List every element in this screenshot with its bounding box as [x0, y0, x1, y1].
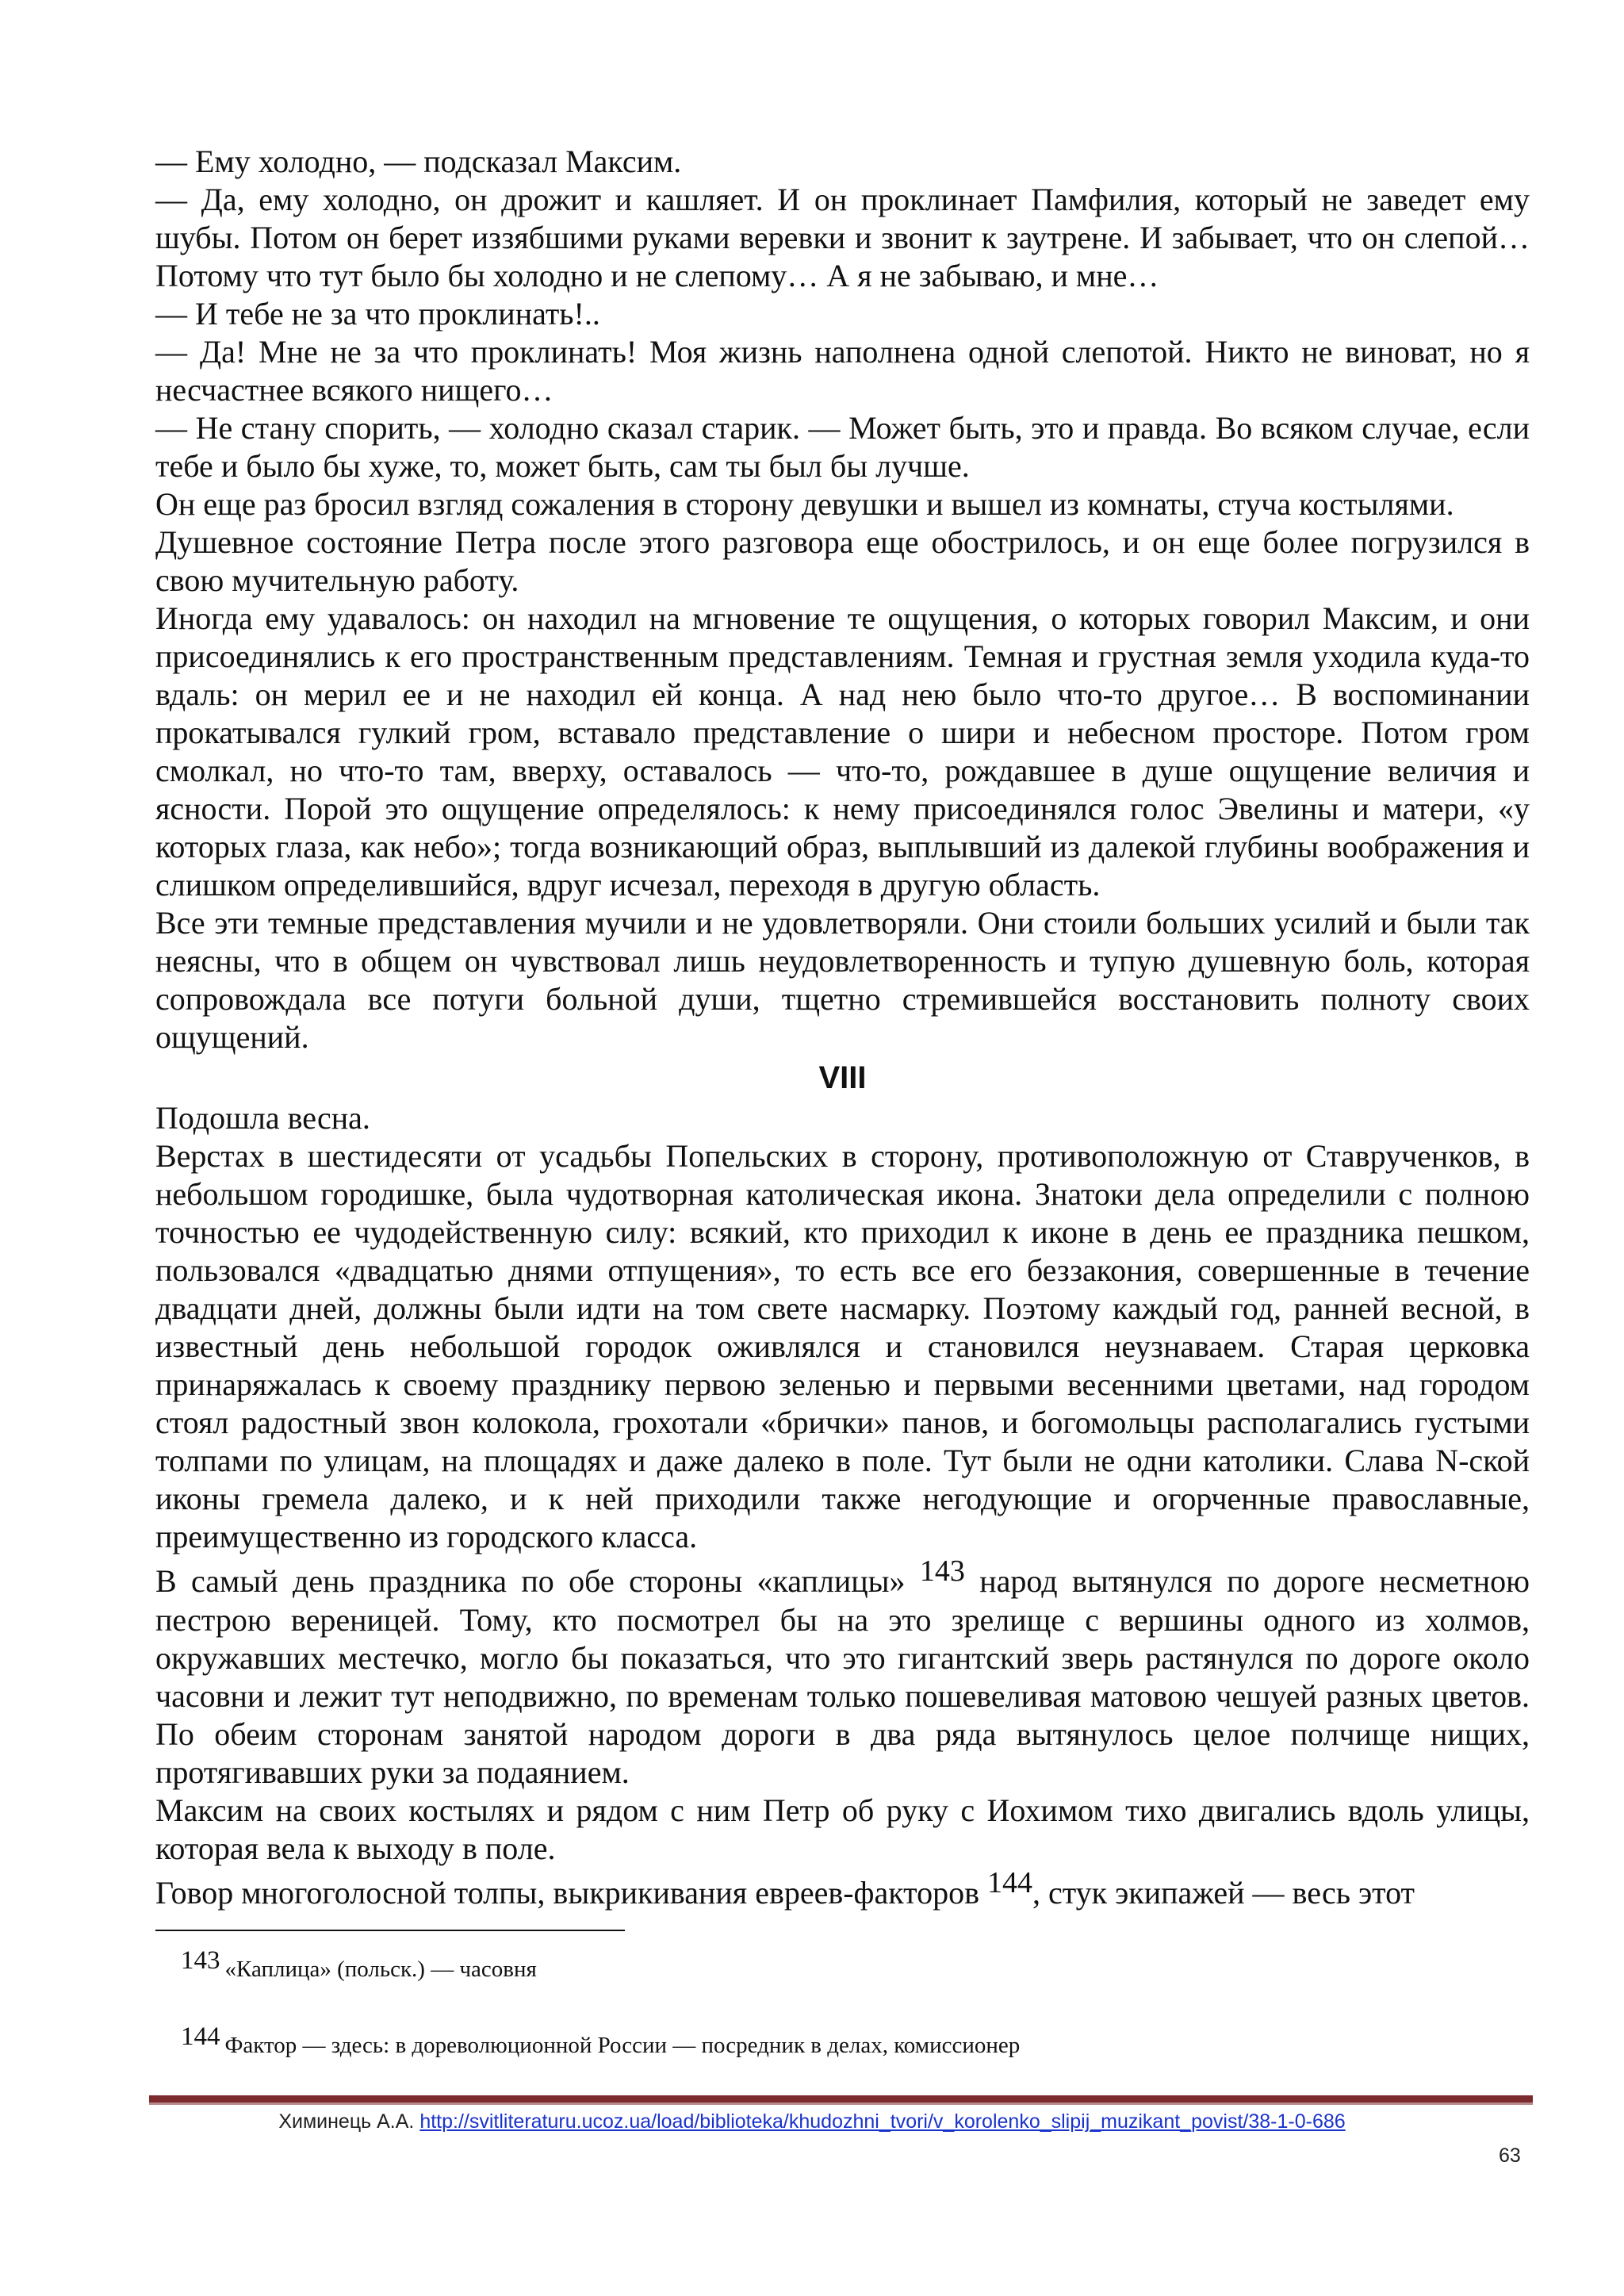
paragraph-text: В самый день праздника по обе стороны «каплицы»	[155, 1563, 920, 1599]
paragraph-text: народ вытянулся по дороге несметною пестрою вереницей. Тому, кто посмотрел бы на это зрелище с вершины одного из холмов, окружавших местечко, могло бы показаться, что это гигантский зверь растянулся по дороге около часовни и лежит тут неподвижно, по временам только пошевеливая матовою чешуей разных цветов. По обеим сторонам занятой народом дороги в два ряда вытянулось целое полчище нищих, протягивавших руки за подаянием.	[155, 1563, 1530, 1790]
paragraph: — Да! Мне не за что проклинать! Моя жизнь наполнена одной слепотой. Никто не виноват, но я несчастнее всякого нищего…	[155, 334, 1530, 408]
page-number: 63	[1499, 2145, 1521, 2167]
paragraph-govor	[155, 1866, 1530, 1913]
page-footer	[0, 2110, 1624, 2133]
paragraph: — И тебе не за что проклинать!..	[155, 296, 600, 332]
body-text	[155, 143, 1530, 1913]
paragraph: — Не стану спорить, — холодно сказал старик. — Может быть, это и правда. Во всяком случае, если тебе и было бы хуже, то, может быть, сам ты был бы лучше.	[155, 410, 1530, 484]
paragraph-text: , стук экипажей — весь этот	[1032, 1875, 1415, 1911]
source-link[interactable]: http://svitliteraturu.ucoz.ua/load/biblioteka/khudozhni_tvori/v_korolenko_slipij_muzikant_povist/38-1-0-686	[419, 2110, 1346, 2133]
footnote-ref-144[interactable]: 144	[986, 1866, 1032, 1899]
footnote-143	[181, 1946, 537, 1984]
paragraph: Подошла весна.	[155, 1100, 370, 1136]
paragraph: Душевное состояние Петра после этого разговора еще обострилось, и он еще более погрузился в свою мучительную работу.	[155, 524, 1530, 598]
chapter-heading: VIII	[818, 1060, 867, 1095]
footnote-divider	[155, 1930, 625, 1931]
paragraph-text: Говор многоголосной толпы, выкрикивания евреев-факторов	[155, 1875, 987, 1911]
footer-divider	[149, 2095, 1533, 2102]
footer-author: Химинець А.А.	[278, 2110, 415, 2133]
paragraph: — Да, ему холодно, он дрожит и кашляет. И он проклинает Памфилия, который не заведет ему шубы. Потом он берет иззябшими руками веревки и звонит к заутрене. И забывает, что он слепой… Потому что тут было бы холодно и не слепому… А я не забываю, и мне…	[155, 182, 1530, 293]
paragraph: Он еще раз бросил взгляд сожаления в сторону девушки и вышел из комнаты, стуча костылями.	[155, 486, 1454, 522]
paragraph: Все эти темные представления мучили и не удовлетворяли. Они стоили больших усилий и были так неясны, что в общем он чувствовал лишь неудовлетворенность и тупую душевную боль, которая сопровождала все потуги больной души, тщетно стремившейся восстановить полноту своих ощущений.	[155, 905, 1530, 1055]
footnote-number: 144	[181, 2022, 220, 2051]
footnote-text: Фактор — здесь: в дореволюционной России — посредник в делах, комиссионер	[224, 2033, 1021, 2058]
paragraph: Иногда ему удавалось: он находил на мгновение те ощущения, о которых говорил Максим, и они присоединялись к его пространственным представлениям. Темная и грустная земля уходила куда-то вдаль: он мерил ее и не находил ей конца. А над нею было что-то другое… В воспоминании прокатывался гулкий гром, вставало представление о шири и небесном просторе. Потом гром смолкал, но что-то там, вверху, оставалось — что-то, рождавшее в душе ощущение величия и ясности. Порой это ощущение определялось: к нему присоединялся голос Эвелины и матери, «у которых глаза, как небо»; тогда возникающий образ, выплывший из далекой глубины воображения и слишком определившийся, вдруг исчезал, переходя в другую область.	[155, 600, 1530, 903]
paragraph: Максим на своих костылях и рядом с ним Петр об руку с Иохимом тихо двигались вдоль улицы, которая вела к выходу в поле.	[155, 1792, 1530, 1866]
paragraph: Верстах в шестидесяти от усадьбы Попельских в сторону, противоположную от Ставрученков, в небольшом городишке, была чудотворная католическая икона. Знатоки дела определили с полною точностью ее чудодейственную силу: всякий, кто приходил к иконе в день ее праздника пешком, пользовался «двадцатью днями отпущения», то есть все его беззакония, совершенные в течение двадцати дней, должны были идти на том свете насмарку. Поэтому каждый год, ранней весной, в известный день небольшой городок оживлялся и становился неузнаваем. Старая церковка принаряжалась к своему празднику первою зеленью и первыми весенними цветами, над городом стоял радостный звон колокола, грохотали «брички» панов, и богомольцы располагались густыми толпами по улицам, на площадях и даже далеко в поле. Тут были не одни католики. Слава N-ской иконы гремела далеко, и к ней приходили также негодующие и огорченные православные, преимущественно из городского класса.	[155, 1138, 1530, 1554]
footnote-number: 143	[181, 1946, 220, 1975]
footnote-text: «Каплица» (польск.) — часовня	[224, 1957, 537, 1982]
paragraph-kaplitsa	[155, 1554, 1530, 1792]
paragraph: — Ему холодно, — подсказал Максим.	[155, 144, 682, 179]
footnote-ref-143[interactable]: 143	[919, 1554, 965, 1588]
footnote-144	[181, 2022, 1021, 2060]
